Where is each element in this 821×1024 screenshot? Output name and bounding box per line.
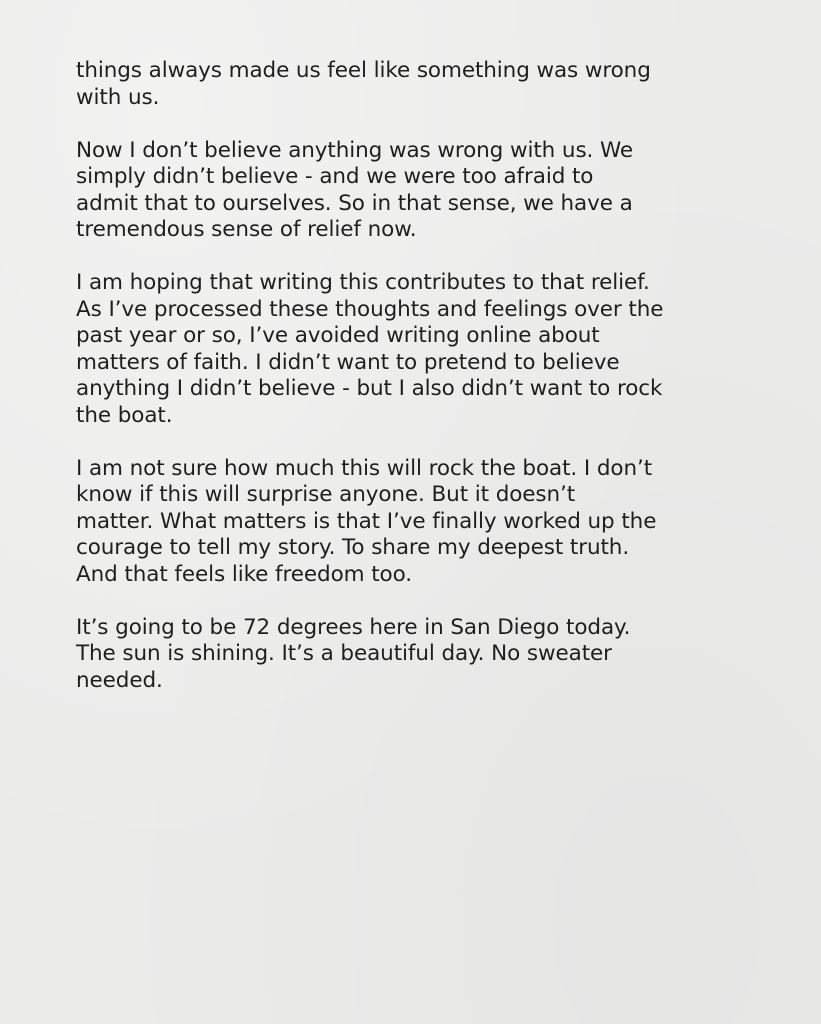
paragraph-1: things always made us feel like something was wrong with us. <box>76 58 651 110</box>
paragraph-2: Now I don’t believe anything was wrong with us. We simply didn’t believe - and we were too afraid to admit that to ourselves. So in that sense, we have a tremendous sense of relief now. <box>76 137 634 242</box>
paragraph-3: I am hoping that writing this contributes to that relief. As I’ve processed these thoughts and feelings over the past year or so, I’ve avoided writing online about matters of faith. I didn’t want to pretend to believe anything I didn’t believe - but I also didn’t want to rock the boat. <box>76 270 664 428</box>
paragraph-4: I am not sure how much this will rock the boat. I don’t know if this will surprise anyone. But it doesn’t matter. What matters is that I’ve finally worked up the courage to tell my story. To share my deepest truth. And that feels like freedom too. <box>76 455 657 587</box>
paragraph-5: It’s going to be 72 degrees here in San Diego today. The sun is shining. It’s a beautiful day. No sweater needed. <box>76 614 631 693</box>
document-body <box>76 58 761 694</box>
